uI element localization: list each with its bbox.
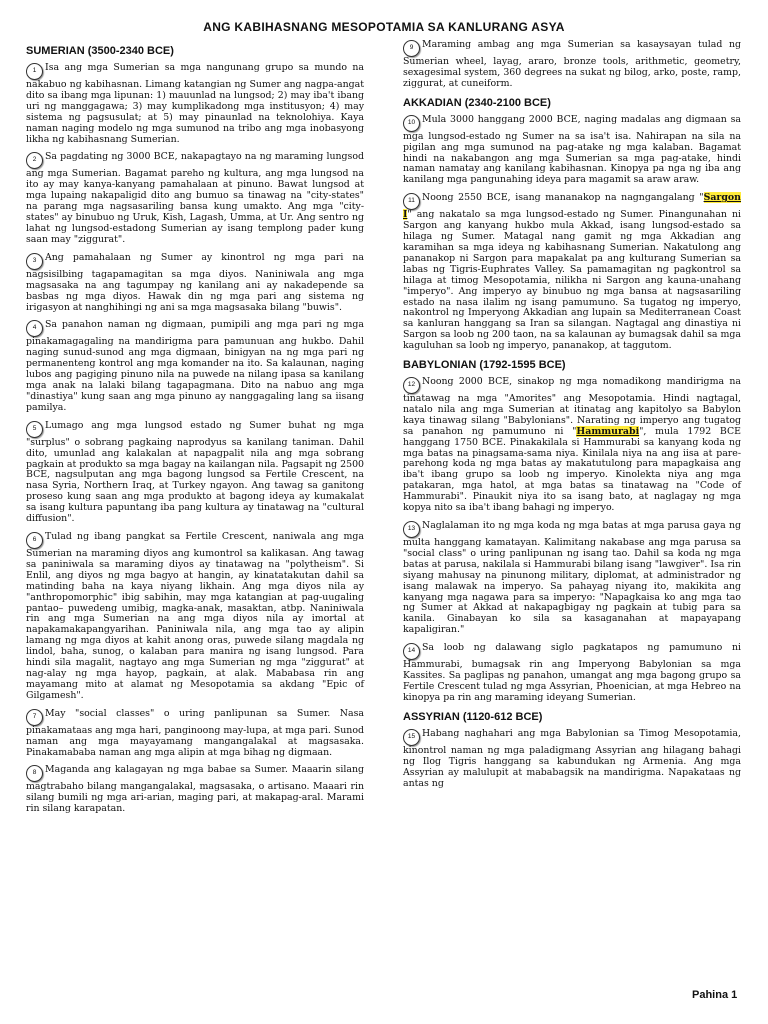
number-badge: 14: [403, 643, 420, 660]
paragraph-1: [26, 63, 364, 145]
left-column: [26, 40, 364, 822]
section-heading-assyrian: ASSYRIAN (1120-612 BCE): [403, 710, 543, 723]
paragraph-13: [403, 521, 741, 636]
paragraph-text: Habang naghahari ang mga Babylonian sa Timog Mesopotamia, kinontrol naman ng mga paladigmang Assyrian ang hilagang bahagi ng Ilog Tigris hanggang sa kabundukan ng Armenia. Ang mga Assyrian ay malulupit at mababagsik na mandirigma. Napakataas ng antas ng: [403, 727, 741, 789]
highlighted-name-sargon: Sargon I: [403, 192, 741, 221]
paragraph-10: [403, 115, 741, 187]
paragraph-text: Noong 2550 BCE, isang mananakop na nagngangalang ": [422, 192, 704, 204]
page-title: ANG KABIHASNANG MESOPOTAMIA SA KANLURANG ASYA: [203, 20, 565, 34]
section-heading-babylonian: BABYLONIAN (1792-1595 BCE): [403, 359, 566, 372]
highlighted-name-hammurabi: Hammurabi: [576, 425, 640, 437]
number-badge: 2: [26, 152, 43, 169]
paragraph-6: [26, 532, 364, 702]
paragraph-2: [26, 152, 364, 245]
paragraph-9: [403, 40, 741, 90]
paragraph-text: May "social classes" o uring panlipunan sa Sumer. Nasa pinakamataas ang mga hari, panginoong may-lupa, at mga pari. Sunod naman ang mga mayayamang mangangalakal at magsasaka. Pinakamababa naman ang mga alipin at mga bihag ng digmaan.: [26, 707, 364, 758]
paragraph-11: [403, 193, 741, 352]
number-badge: 15: [403, 729, 420, 746]
paragraph-8: [26, 765, 364, 815]
paragraph-text: Lumago ang mga lungsod estado ng Sumer buhat ng mga "surplus" o sobrang pagkaing naprodyus sa kanilang taniman. Dahil dito, umunlad ang kalakalan at napagpalit nila ang mga sobrang pagkain at produkto sa mga bagay na kailangan nila. Pagsapit ng 2500 BCE, nagsulputan ang mga bagong lungsod sa Fertile Crescent, na nasa Syria, Northern Iraq, at Turkey ngayon. Ang tawag sa ganitong proseso kung saan ang mga produkto at bagong ideya ay kumakalat sa isang kultura papuntang iba pang kultura ay tinatawag na "cultural diffusion".: [26, 419, 364, 525]
paragraph-text: " ang nakatalo sa mga lungsod-estado ng Sumer. Pinangunahan ni Sargon ang kanyang hukbo mula Akkad, isang lungsod-estado sa hilaga ng Sumer. Matagal nang gamit ng mga Akkadian ang karamihan sa mga ideya ng kabihasnang Sumerian. Nakatulong ang pananakop ni Sargon para mapakalat pa ang kulturang Sumerian sa labas ng Tigris-Euphrates Valley. Sa pamamagitan ng pagkontrol sa hilaga at timog Mesopotamia, nilikha ni Sargon ang kauna-unahang "imperyo". Ang imperyo ay binubuo ng mga bansa at nagsasariling estado na nasa ilalim ng isang pamumuno. Sa tugatog ng imperyo, nakontrol ng Imperyong Akkadian ang lupain sa Mediterranean Coast sa kanluran hanggang sa Iran sa silangan. Nagtagal ang dinastiya ni Sargon sa loob ng 200 taon, na sa kalaunan ay bumagsak dahil sa mga kaguluhan sa loob ng imperyo, pananakop, at taggutom.: [403, 209, 741, 352]
paragraph-7: [26, 709, 364, 759]
number-badge: 11: [403, 193, 420, 210]
paragraph-5: [26, 421, 364, 525]
section-heading-sumerian: SUMERIAN (3500-2340 BCE): [26, 45, 174, 57]
paragraph-text: Mula 3000 hanggang 2000 BCE, naging madalas ang digmaan sa mga lungsod-estado ng Sumer na sa isa't isa. Nahirapan na sila na pigilan ang mga sumunod na pag-atake ng mga kalaban. Bagamat hindi na nakabangon ang mga Sumerian sa mga pag-atake, hindi naman namatay ang kanilang kabihasnan. Kinopya pa nga ng iba ang kanilang mga pangunahing ideya para magamit sa araw araw.: [403, 113, 741, 186]
paragraph-3: [26, 253, 364, 314]
number-badge: 8: [26, 765, 43, 782]
paragraph-text: Sa loob ng dalawang siglo pagkatapos ng pamumuno ni Hammurabi, bumagsak rin ang Imperyong Babylonian sa mga Kassites. Sa paglipas ng panahon, umangat ang mga bagong grupo sa Fertile Crescent tulad ng mga Assyrian, Phoenician, at mga Hebreo na kinopya pa rin ang maraming ideyang Sumerian.: [403, 642, 741, 703]
number-badge: 6: [26, 532, 43, 549]
paragraph-text: Sa panahon naman ng digmaan, pumipili ang mga pari ng mga pinakamagagaling na mandirigma para pamunuan ang hukbo. Dahil naging sunud-sunod ang mga digmaan, binigyan na ng mga pari ng permanenteng kontrol ang mga komander na ito. Sa kalaunan, naging lubos ang pagiging pinuno nila na puwede na nilang ipasa sa kanilang mga anak na lalaki bilang tagapagmana. Dito na nabuo ang mga "dinastiya" kung saan ang mga pinuno ay nanggagaling lang sa iisang pamilya.: [26, 319, 364, 413]
page-number: Pahina 1: [692, 989, 738, 1001]
paragraph-text: Tulad ng ibang pangkat sa Fertile Crescent, naniwala ang mga Sumerian na maraming diyos ang kumontrol sa kalikasan. Ang tawag sa paniniwala sa maraming diyos ay tinatawag na "polytheism". Si Enlil, ang diyos ng mga bagyo at hangin, ay kinatatakutan dahil sa matinding baha na kaya niyang likhain. Ang mga diyos nila ay "anthropomorphic" ibig sabihin, may mga katangian at pag-uugaling pantao– puwedeng umibig, magka-anak, masaktan, atbp. Naniniwala rin ang mga Sumerian na ang mga diyos nila ay imortal at napakamakapangyarihan. Paniniwala nila, ang mga tao ay alipin lamang ng mga diyos at kahit anong oras, puwede silang magdala ng lindol, baha, sunog, o kalaban para manira ng isang lungsod. Para hindi sila magalit, nagtayo ang mga Sumerian ng mga "ziggurat" at nag-alay ng mga hayop, pagkain, at alak. Mababasa rin ang mayamang mito at alamat ng Mesopotamia sa akdang "Epic of Gilgamesh".: [26, 531, 364, 701]
paragraph-4: [26, 320, 364, 413]
paragraph-12: [403, 377, 741, 514]
paragraph-text: Sa pagdating ng 3000 BCE, nakapagtayo na ng maraming lungsod ang mga Sumerian. Bagamat pareho ng kultura, ang mga lungsod na ito ay may kanya-kanyang pamahalaan at pinuno. Bawat lungsod at mga lupaing nakapaligid dito ang bumuo sa tinawag na "city-states" na parang mga nagsasariling bansa kung umakto. Ang mga "city-states" ay binubuo ng Uruk, Kish, Lagash, Umma, at Ur. Ang sentro ng lahat ng lungsod-estadong Sumerian ay isang templong pader kung saan may "ziggurat".: [26, 151, 364, 245]
paragraph-14: [403, 643, 741, 704]
number-badge: 13: [403, 521, 420, 538]
number-badge: 7: [26, 709, 43, 726]
number-badge: 12: [403, 377, 420, 394]
paragraph-text: Isa ang mga Sumerian sa mga nangunang grupo sa mundo na nakabuo ng kabihasnan. Limang katangian ng Sumer ang nagpa-angat dito sa ibang mga lipunan: 1) mauunlad na lungsod; 2) may iba't ibang uri ng manggagawa; 3) may kumplikadong mga institusyon; 4) may sistema ng pagsusulat; at 5) may pinaunlad na teknolohiya. Kaya naman naging modelo ng mga sumunod na tribo ang mga inobasyong likha ng kabihasnang Sumerian.: [26, 62, 364, 145]
paragraph-text: Maraming ambag ang mga Sumerian sa kasaysayan tulad ng Sumerian wheel, layag, araro, bronze tools, arithmetic, geometry, sexagesimal system, 360 degrees na sukat ng bilog, arko, poste, ramp, ziggurat, at cuneiform.: [403, 39, 741, 89]
paragraph-text: Noong 2000 BCE, sinakop ng mga nomadikong mandirigma na tinatawag na mga "Amorites" ang Mesopotamia. Hindi nagtagal, natalo nila ang mga Sumerian at itinatag ang kapitolyo sa Babylon kaya tinawag silang "Babylonians". Narating ng imperyo ang tugatog sa panahon ng pamumuno ni ": [403, 376, 741, 437]
paragraph-text: Maganda ang kalagayan ng mga babae sa Sumer. Maaarin silang magtrabaho bilang mangangalakal, magsasaka, o artisano. Maaari rin silang bumili ng mga ari-arian, maging pari, at makapag-aral. Marami rin silang karapatan.: [26, 764, 364, 815]
number-badge: 9: [403, 40, 420, 57]
number-badge: 1: [26, 63, 43, 80]
right-column: [403, 40, 741, 796]
paragraph-text: Ang pamahalaan ng Sumer ay kinontrol ng mga pari na nagsisilbing tagapamagitan sa mga diyos. Naniniwala ang mga magsasaka na ang tagumpay ng kanilang ani ay nakadepende sa basbas ng mga diyos. Hawak din ng mga pari ang sistema ng irigasyon at nanghihingi ng ani sa mga magsasaka bilang "buwis".: [26, 251, 364, 313]
number-badge: 3: [26, 253, 43, 270]
number-badge: 5: [26, 421, 43, 438]
paragraph-15: [403, 729, 741, 790]
paragraph-text: ", mula 1792 BCE hanggang 1750 BCE. Pinakakilala si Hammurabi sa kanyang koda ng mga batas na pinagsama-sama niya. Kinilala niya na ang iisa at pare-parehong koda ng mga batas ay makatutulong para mapagkaisa ang iba't ibang grupo sa loob ng imperyo. Kinolekta niya ang mga patakaran, mga hatol, at mga batas sa tinatawag na "Code of Hammurabi". Pinaukit niya ito sa isang bato, at naglagay ng mga kopya nito sa iba't ibang bahagi ng imperyo.: [403, 425, 741, 514]
section-heading-akkadian: AKKADIAN (2340-2100 BCE): [403, 96, 551, 109]
number-badge: 4: [26, 320, 43, 337]
paragraph-text: Naglalaman ito ng mga koda ng mga batas at mga parusa gaya ng multa hanggang kamatayan. Kalimitang nakabase ang mga parusa sa "social class" o uring panlipunan ng isang tao. Dahil sa koda ng mga batas at parusa, nakilala si Hammurabi bilang isang "lawgiver". Isa rin siyang mahusay na pinunong military, diplomat, at administrador ng isang malawak na imperyo. Sa pahayag niyang ito, makikita ang kanyang mga nagawa para sa imperyo: "Napagkaisa ko ang mga tao ng Sumer at Akkad at nakapagbigay ng pagkain at tubig para sa kanila. Ginabayan ko sila sa kasaganahan at mapayapang kapaligiran.": [403, 520, 741, 636]
number-badge: 10: [403, 115, 420, 132]
